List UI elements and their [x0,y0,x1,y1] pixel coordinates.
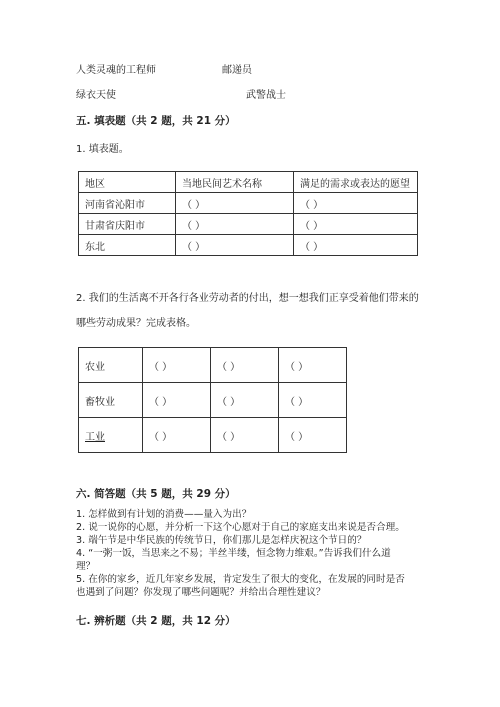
section-7-heading: 七. 辨析题（共 2 题，共 12 分） [76,615,236,627]
industry-cell: 畜牧业 [79,383,143,418]
region-cell: 河南省沁阳市 [79,193,176,214]
table-row [79,193,418,214]
industry-cell: 工业 [79,418,143,453]
table-row [79,383,347,418]
term-right-1: 邮递员 [222,65,252,76]
question-6-2: 2. 说一说你的心愿，并分析一下这个心愿对于自己的家庭支出来说是否合理。 [76,522,405,533]
question-6-1: 1. 怎样做到有计划的消费——量入为出？ [76,509,252,520]
answer-blank[interactable]: （ ） [279,383,347,418]
table-header-cell: 当地民间艺术名称 [176,172,294,193]
table-header-row [79,172,418,193]
answer-blank[interactable]: （ ） [176,214,294,235]
answer-blank[interactable]: （ ） [143,418,211,453]
table-row [79,348,347,383]
answer-blank[interactable]: （ ） [294,214,418,235]
region-cell: 甘肃省庆阳市 [79,214,176,235]
answer-blank[interactable]: （ ） [176,235,294,256]
table-header-cell: 满足的需求或表达的愿望 [294,172,418,193]
answer-blank[interactable]: （ ） [211,348,279,383]
answer-blank[interactable]: （ ） [211,383,279,418]
question-6-5-line-1: 5. 在你的家乡，近几年家乡发展，肯定发生了很大的变化，在发展的同时是否 [76,574,405,585]
fill-table-1 [78,171,418,256]
section-6-heading: 六. 简答题（共 5 题，共 29 分） [76,488,236,500]
region-cell: 东北 [79,235,176,256]
term-left-1: 人类灵魂的工程师 [76,65,156,76]
fill-table-2 [78,347,347,453]
term-right-2: 武警战士 [246,90,286,101]
term-left-2: 绿衣天使 [76,90,116,101]
question-5-1: 1. 填表题。 [76,144,129,155]
answer-blank[interactable]: （ ） [143,383,211,418]
question-6-3: 3. 端午节是中华民族的传统节日，你们那儿是怎样庆祝这个节日的？ [76,535,367,546]
table-header-cell: 地区 [79,172,176,193]
answer-blank[interactable]: （ ） [143,348,211,383]
table-row [79,235,418,256]
industry-cell: 农业 [79,348,143,383]
answer-blank[interactable]: （ ） [294,235,418,256]
answer-blank[interactable]: （ ） [279,348,347,383]
answer-blank[interactable]: （ ） [211,418,279,453]
section-5-heading: 五. 填表题（共 2 题，共 21 分） [76,115,236,127]
table-row [79,418,347,453]
answer-blank[interactable]: （ ） [176,193,294,214]
question-6-4-line-1: 4. “一粥一饭，当思来之不易；半丝半缕，恒念物力维艰。”告诉我们什么道 [76,548,391,559]
question-6-4-line-2: 理？ [76,561,96,572]
table-row [79,214,418,235]
answer-blank[interactable]: （ ） [279,418,347,453]
question-5-2-line-2: 哪些劳动成果？完成表格。 [76,318,196,329]
question-6-5-line-2: 也遇到了问题？你发现了哪些问题呢？并给出合理性建议？ [76,587,326,598]
question-5-2-line-1: 2. 我们的生活离不开各行各业劳动者的付出，想一想我们正享受着他们带来的 [76,293,419,304]
answer-blank[interactable]: （ ） [294,193,418,214]
